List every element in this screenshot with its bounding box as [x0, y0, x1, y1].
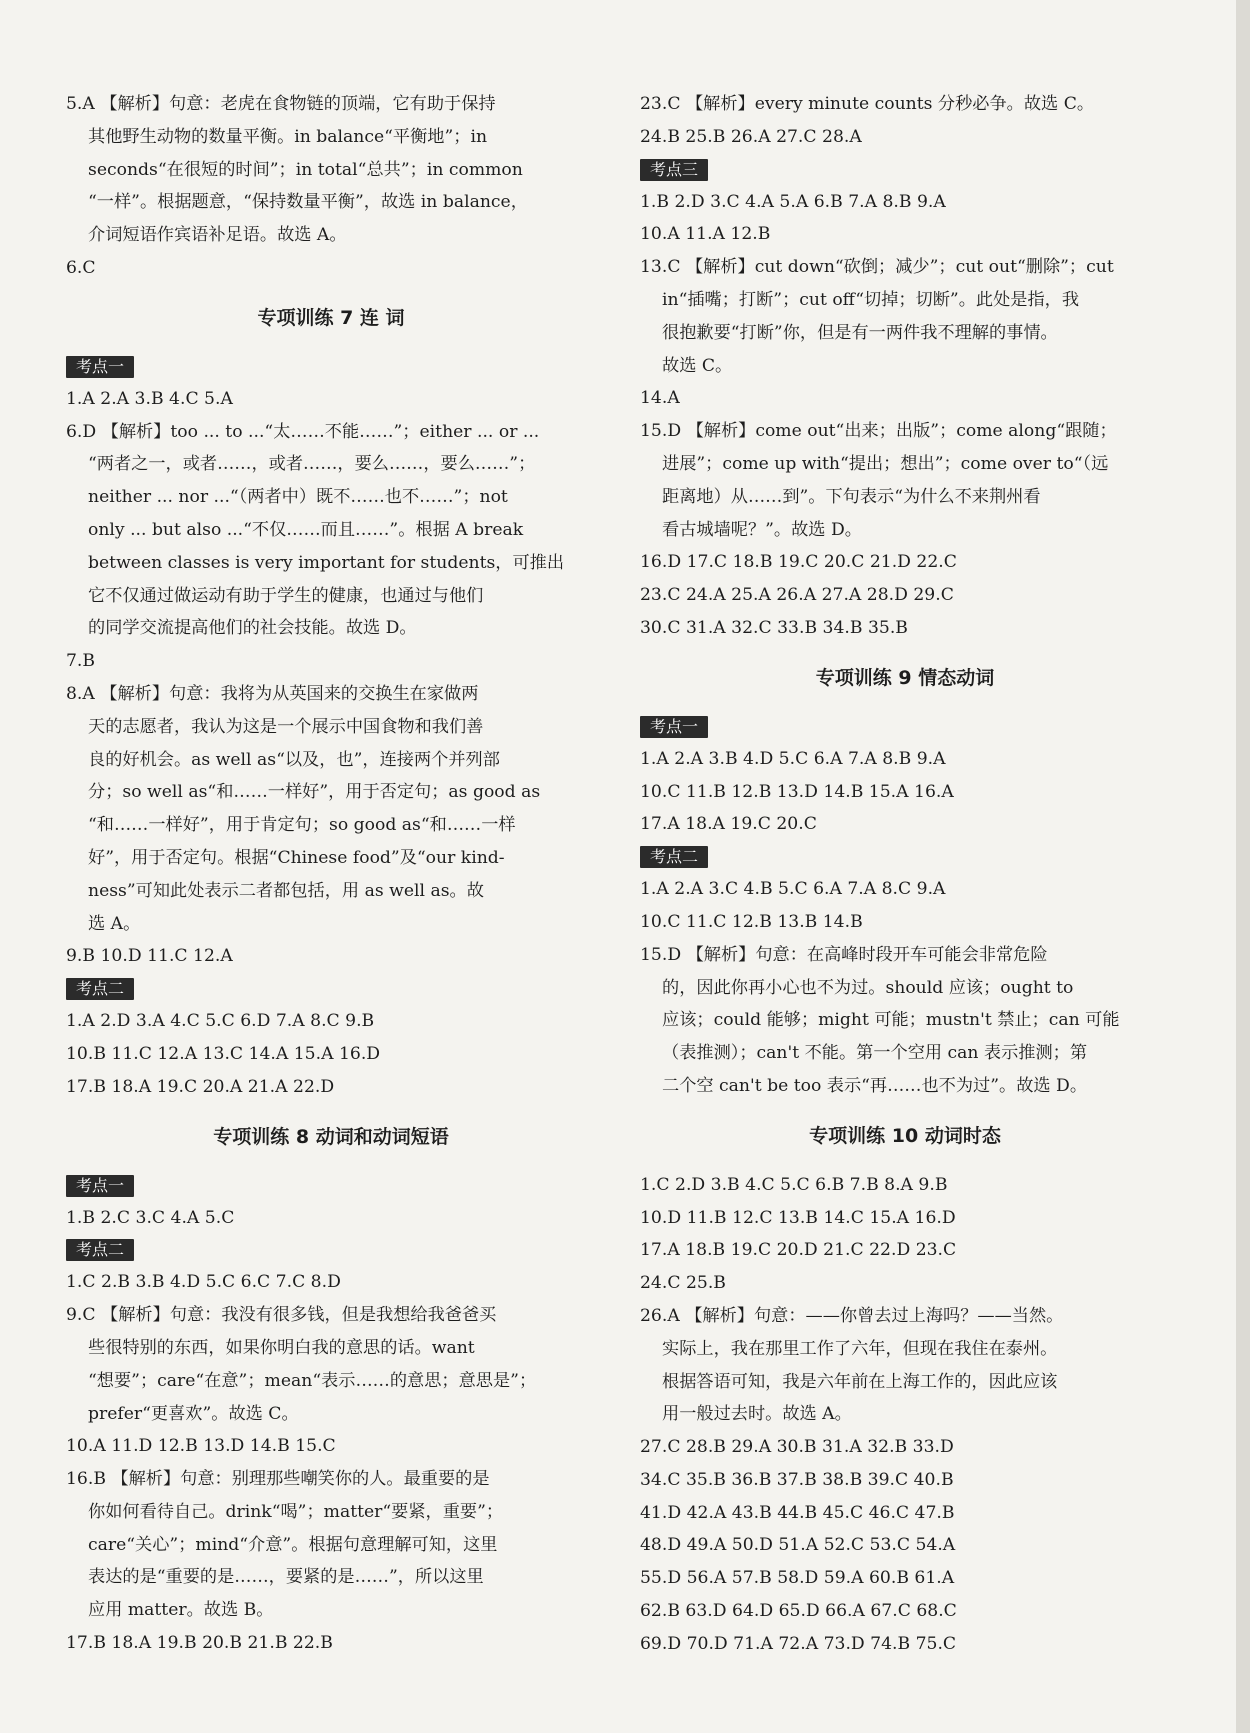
section-title: 专项训练 9 情态动词	[815, 666, 995, 689]
answer-line: 15.D 【解析】句意：在高峰时段开车可能会非常危险	[640, 944, 1048, 965]
answer-line: ness”可知此处表示二者都包括，用 as well as。故	[88, 880, 484, 901]
answer-line: “和……一样好”，用于肯定句；so good as“和……一样	[88, 815, 516, 836]
answer-line: 48.D 49.A 50.D 51.A 52.C 53.C 54.A	[640, 1535, 956, 1556]
topic-tag: 考点二	[66, 978, 134, 1000]
answer-line: 10.C 11.C 12.B 13.B 14.B	[640, 911, 863, 932]
topic-tag: 考点一	[640, 716, 708, 738]
answer-line: （表推测）；can't 不能。第一个空用 can 表示推测；第	[662, 1043, 1088, 1064]
answer-line: 34.C 35.B 36.B 37.B 38.B 39.C 40.B	[640, 1469, 954, 1490]
topic-tag-row	[66, 351, 596, 383]
topic-tag: 考点二	[640, 846, 708, 868]
left-column	[66, 88, 596, 1660]
answer-line: “一样”。根据题意，“保持数量平衡”，故选 in balance，	[88, 192, 528, 213]
answer-line: 好”，用于否定句。根据“Chinese food”及“our kind-	[88, 847, 505, 868]
section-title: 专项训练 8 动词和动词短语	[213, 1125, 449, 1148]
answer-line: 1.B 2.C 3.C 4.A 5.C	[66, 1207, 235, 1228]
answer-line: 9.C 【解析】句意：我没有很多钱，但是我想给我爸爸买	[66, 1305, 497, 1326]
answer-line: 些很特别的东西，如果你明白我的意思的话。want	[88, 1337, 475, 1358]
page-edge	[1236, 0, 1250, 1733]
answer-line: “两者之一，或者……，或者……，要么……，要么……”；	[88, 454, 536, 475]
answer-line: 62.B 63.D 64.D 65.D 66.A 67.C 68.C	[640, 1601, 957, 1622]
answer-line: 应该；could 能够；might 可能；mustn't 禁止；can 可能	[662, 1010, 1120, 1031]
answer-line: between classes is very important for students，可推出	[88, 552, 565, 573]
answer-line: 10.C 11.B 12.B 13.D 14.B 15.A 16.A	[640, 781, 954, 802]
topic-tag: 考点一	[66, 356, 134, 378]
answer-line: 的同学交流提高他们的社会技能。故选 D。	[88, 618, 417, 639]
answer-line: 1.C 2.B 3.B 4.D 5.C 6.C 7.C 8.D	[66, 1272, 341, 1293]
answer-line: 天的志愿者，我认为这是一个展示中国食物和我们善	[88, 716, 484, 737]
section-title: 专项训练 10 动词时态	[809, 1124, 1001, 1147]
answer-line: 其他野生动物的数量平衡。in balance“平衡地”；in	[88, 126, 488, 147]
answer-line: seconds“在很短的时间”；in total“总共”；in common	[88, 159, 523, 180]
answer-line: 27.C 28.B 29.A 30.B 31.A 32.B 33.D	[640, 1437, 954, 1458]
answer-line: 1.C 2.D 3.B 4.C 5.C 6.B 7.B 8.A 9.B	[640, 1174, 948, 1195]
answer-line: prefer“更喜欢”。故选 C。	[88, 1403, 299, 1424]
answer-line: 分；so well as“和……一样好”，用于否定句；as good as	[88, 782, 541, 803]
answer-line: 23.C 24.A 25.A 26.A 27.A 28.D 29.C	[640, 585, 954, 606]
answer-line: 23.C 【解析】every minute counts 分秒必争。故选 C。	[640, 94, 1095, 114]
answer-line: 你如何看待自己。drink“喝”；matter“要紧，重要”；	[88, 1501, 504, 1522]
answer-line: in“插嘴；打断”；cut off“切掉；切断”。此处是指，我	[662, 289, 1080, 310]
answer-line: 26.A 【解析】句意：——你曾去过上海吗？——当然。	[640, 1305, 1064, 1326]
answer-line: 69.D 70.D 71.A 72.A 73.D 74.B 75.C	[640, 1633, 957, 1654]
answer-line: 它不仅通过做运动有助于学生的健康，也通过与他们	[88, 585, 484, 606]
answer-line: 6.C	[66, 257, 96, 278]
answer-line: 根据答语可知，我是六年前在上海工作的，因此应该	[662, 1371, 1058, 1392]
answer-line: 1.A 2.D 3.A 4.C 5.C 6.D 7.A 8.C 9.B	[66, 1011, 375, 1032]
topic-tag: 考点一	[66, 1175, 134, 1197]
answer-line: 17.A 18.B 19.C 20.D 21.C 22.D 23.C	[640, 1240, 957, 1261]
answer-line: 5.A 【解析】句意：老虎在食物链的顶端，它有助于保持	[66, 94, 496, 114]
answer-line: 14.A	[640, 388, 680, 409]
answer-line: “想要”；care“在意”；mean“表示……的意思；意思是”；	[88, 1370, 537, 1391]
answer-line: 13.C 【解析】cut down“砍倒；减少”；cut out“删除”；cut	[640, 257, 1114, 278]
topic-tag-row	[640, 841, 1170, 873]
answer-line: 7.B	[66, 651, 96, 672]
answer-line: 距离地）从……到”。下句表示“为什么不来荆州看	[662, 486, 1041, 507]
answer-line: 17.B 18.A 19.B 20.B 21.B 22.B	[66, 1633, 333, 1654]
answer-line: 8.A 【解析】句意：我将为从英国来的交换生在家做两	[66, 683, 479, 704]
answer-line: 应用 matter。故选 B。	[88, 1600, 274, 1621]
answer-line: 17.B 18.A 19.C 20.A 21.A 22.D	[66, 1076, 335, 1097]
answer-line: 15.D 【解析】come out“出来；出版”；come along“跟随；	[640, 421, 1117, 442]
answer-line: 介词短语作宾语补足语。故选 A。	[88, 225, 347, 246]
answer-line: 故选 C。	[662, 355, 733, 376]
answer-line: 表达的是“重要的是……，要紧的是……”，所以这里	[88, 1567, 484, 1588]
answer-line: only ... but also ...“不仅……而且……”。根据 A break	[88, 519, 524, 540]
answer-line: 看古城墙呢？”。故选 D。	[662, 519, 862, 540]
answer-line: 进展”；come up with“提出；想出”；come over to“（远	[662, 453, 1109, 474]
answer-line: 1.A 2.A 3.C 4.B 5.C 6.A 7.A 8.C 9.A	[640, 879, 946, 900]
answer-line: 41.D 42.A 43.B 44.B 45.C 46.C 47.B	[640, 1502, 955, 1523]
answer-line: 10.B 11.C 12.A 13.C 14.A 15.A 16.D	[66, 1043, 381, 1064]
answer-line: 用一般过去时。故选 A。	[662, 1404, 852, 1425]
answer-line: 16.B 【解析】句意：别理那些嘲笑你的人。最重要的是	[66, 1469, 490, 1490]
answer-line: 6.D 【解析】too ... to ...“太……不能……”；either ... or ...	[66, 421, 540, 442]
answer-line: 30.C 31.A 32.C 33.B 34.B 35.B	[640, 617, 908, 638]
answer-line: 很抱歉要“打断”你，但是有一两件我不理解的事情。	[662, 322, 1058, 343]
answer-line: 24.B 25.B 26.A 27.C 28.A	[640, 126, 862, 147]
answer-line: 24.C 25.B	[640, 1273, 726, 1294]
answer-line: 16.D 17.C 18.B 19.C 20.C 21.D 22.C	[640, 552, 957, 573]
answer-line: 9.B 10.D 11.C 12.A	[66, 946, 233, 967]
topic-tag-row	[66, 1234, 596, 1266]
topic-tag-row	[66, 1170, 596, 1202]
answer-line: neither ... nor ...“（两者中）既不……也不……”；not	[88, 487, 508, 508]
topic-tag: 考点三	[640, 159, 708, 181]
answer-line: 1.B 2.D 3.C 4.A 5.A 6.B 7.A 8.B 9.A	[640, 191, 946, 212]
topic-tag-row	[66, 973, 596, 1005]
answer-line: 良的好机会。as well as“以及，也”，连接两个并列部	[88, 749, 500, 770]
topic-tag: 考点二	[66, 1239, 134, 1261]
answer-line: 1.A 2.A 3.B 4.D 5.C 6.A 7.A 8.B 9.A	[640, 748, 946, 769]
answer-line: 10.A 11.D 12.B 13.D 14.B 15.C	[66, 1436, 336, 1457]
answer-line: 10.A 11.A 12.B	[640, 224, 771, 245]
answer-line: 二个空 can't be too 表示“再……也不为过”。故选 D。	[662, 1075, 1088, 1096]
answer-line: 选 A。	[88, 913, 141, 934]
answer-line: 1.A 2.A 3.B 4.C 5.A	[66, 388, 233, 409]
answer-line: care“关心”；mind“介意”。根据句意理解可知，这里	[88, 1534, 498, 1555]
topic-tag-row	[640, 711, 1170, 743]
right-column	[640, 88, 1170, 1661]
answer-line: 实际上，我在那里工作了六年，但现在我住在泰州。	[662, 1338, 1058, 1359]
answer-line: 10.D 11.B 12.C 13.B 14.C 15.A 16.D	[640, 1207, 956, 1228]
section-title: 专项训练 7 连 词	[257, 306, 405, 329]
answer-line: 55.D 56.A 57.B 58.D 59.A 60.B 61.A	[640, 1568, 955, 1589]
answer-line: 17.A 18.A 19.C 20.C	[640, 814, 817, 835]
answer-line: 的，因此你再小心也不为过。should 应该；ought to	[662, 977, 1074, 998]
topic-tag-row	[640, 154, 1170, 186]
